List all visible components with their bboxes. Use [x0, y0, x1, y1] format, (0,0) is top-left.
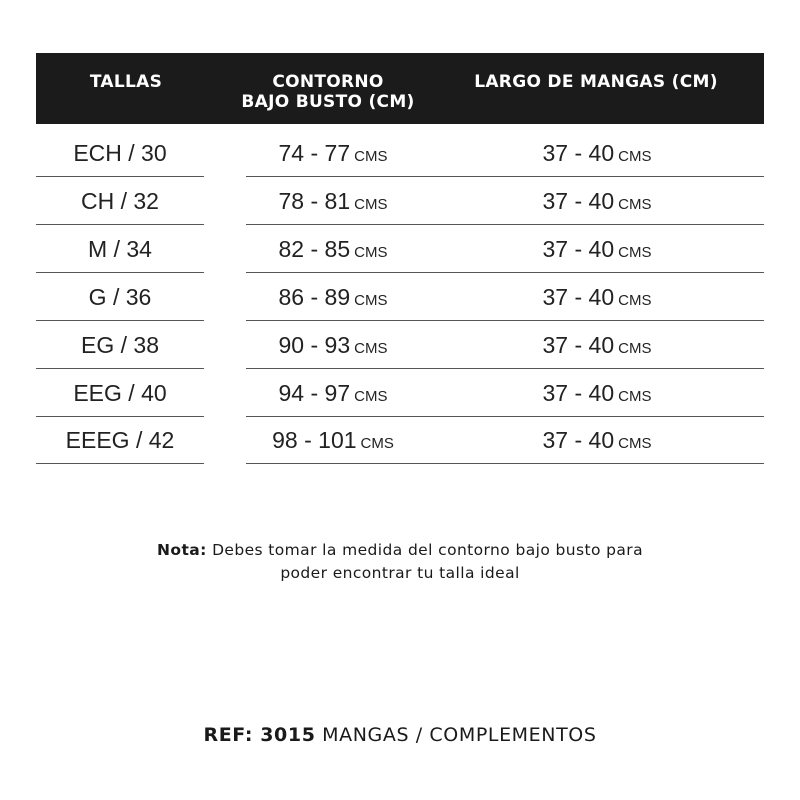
table-row	[0, 273, 800, 321]
cell-largo	[430, 321, 764, 369]
table-row	[0, 225, 800, 273]
unit-label: CMS	[354, 244, 388, 261]
value-contorno: 94 - 97	[278, 380, 351, 406]
unit-label: CMS	[618, 244, 652, 261]
cell-contorno	[246, 369, 420, 417]
value-largo: 37 - 40	[542, 380, 615, 406]
cell-talla: CH / 32	[81, 188, 159, 214]
unit-label: CMS	[354, 148, 388, 165]
reference-text: MANGAS / COMPLEMENTOS	[322, 724, 597, 746]
cell-largo	[430, 225, 764, 273]
unit-label: CMS	[354, 340, 388, 357]
value-largo: 37 - 40	[542, 427, 615, 453]
unit-label: CMS	[360, 435, 394, 452]
cell-talla: EG / 38	[81, 332, 159, 358]
product-reference	[0, 724, 800, 746]
header-contorno	[228, 72, 428, 112]
unit-label: CMS	[354, 292, 388, 309]
cell-talla: EEG / 40	[73, 380, 167, 406]
value-largo: 37 - 40	[542, 188, 615, 214]
cell-contorno	[246, 321, 420, 369]
unit-label: CMS	[618, 196, 652, 213]
unit-label: CMS	[354, 196, 388, 213]
note-label: Nota:	[157, 541, 207, 559]
value-largo: 37 - 40	[542, 332, 615, 358]
size-note	[100, 539, 700, 585]
row-divider	[246, 463, 764, 464]
cell-talla: M / 34	[88, 236, 152, 262]
value-contorno: 86 - 89	[278, 284, 351, 310]
note-line1	[100, 539, 700, 562]
cell-largo	[430, 416, 764, 464]
note-text-line1: Debes tomar la medida del contorno bajo busto para	[212, 541, 643, 559]
value-contorno: 78 - 81	[278, 188, 351, 214]
unit-label: CMS	[618, 340, 652, 357]
unit-label: CMS	[618, 435, 652, 452]
cell-contorno	[246, 177, 420, 225]
cell-contorno	[246, 273, 420, 321]
value-contorno: 90 - 93	[278, 332, 351, 358]
reference-label: REF: 3015	[203, 724, 316, 746]
table-row	[0, 416, 800, 464]
value-largo: 37 - 40	[542, 236, 615, 262]
cell-contorno	[246, 225, 420, 273]
cell-contorno	[246, 416, 420, 464]
value-largo: 37 - 40	[542, 140, 615, 166]
cell-largo	[430, 177, 764, 225]
cell-contorno	[246, 129, 420, 177]
value-contorno: 98 - 101	[272, 427, 357, 453]
unit-label: CMS	[354, 388, 388, 405]
table-row	[0, 129, 800, 177]
header-contorno-line1: CONTORNO	[272, 72, 384, 92]
table-row	[0, 321, 800, 369]
header-tallas: TALLAS	[89, 72, 163, 92]
cell-talla: ECH / 30	[73, 140, 167, 166]
cell-talla: G / 36	[88, 284, 152, 310]
header-largo-mangas: LARGO DE MANGAS (CM)	[474, 72, 718, 92]
cell-talla: EEEG / 42	[65, 427, 175, 453]
unit-label: CMS	[618, 148, 652, 165]
unit-label: CMS	[618, 388, 652, 405]
value-contorno: 82 - 85	[278, 236, 351, 262]
cell-largo	[430, 273, 764, 321]
note-text-line2: poder encontrar tu talla ideal	[280, 564, 520, 582]
value-contorno: 74 - 77	[278, 140, 351, 166]
table-row	[0, 369, 800, 417]
header-contorno-line2: BAJO BUSTO (CM)	[241, 92, 415, 112]
cell-largo	[430, 369, 764, 417]
cell-largo	[430, 129, 764, 177]
table-row	[0, 177, 800, 225]
row-divider	[36, 463, 204, 464]
unit-label: CMS	[618, 292, 652, 309]
value-largo: 37 - 40	[542, 284, 615, 310]
